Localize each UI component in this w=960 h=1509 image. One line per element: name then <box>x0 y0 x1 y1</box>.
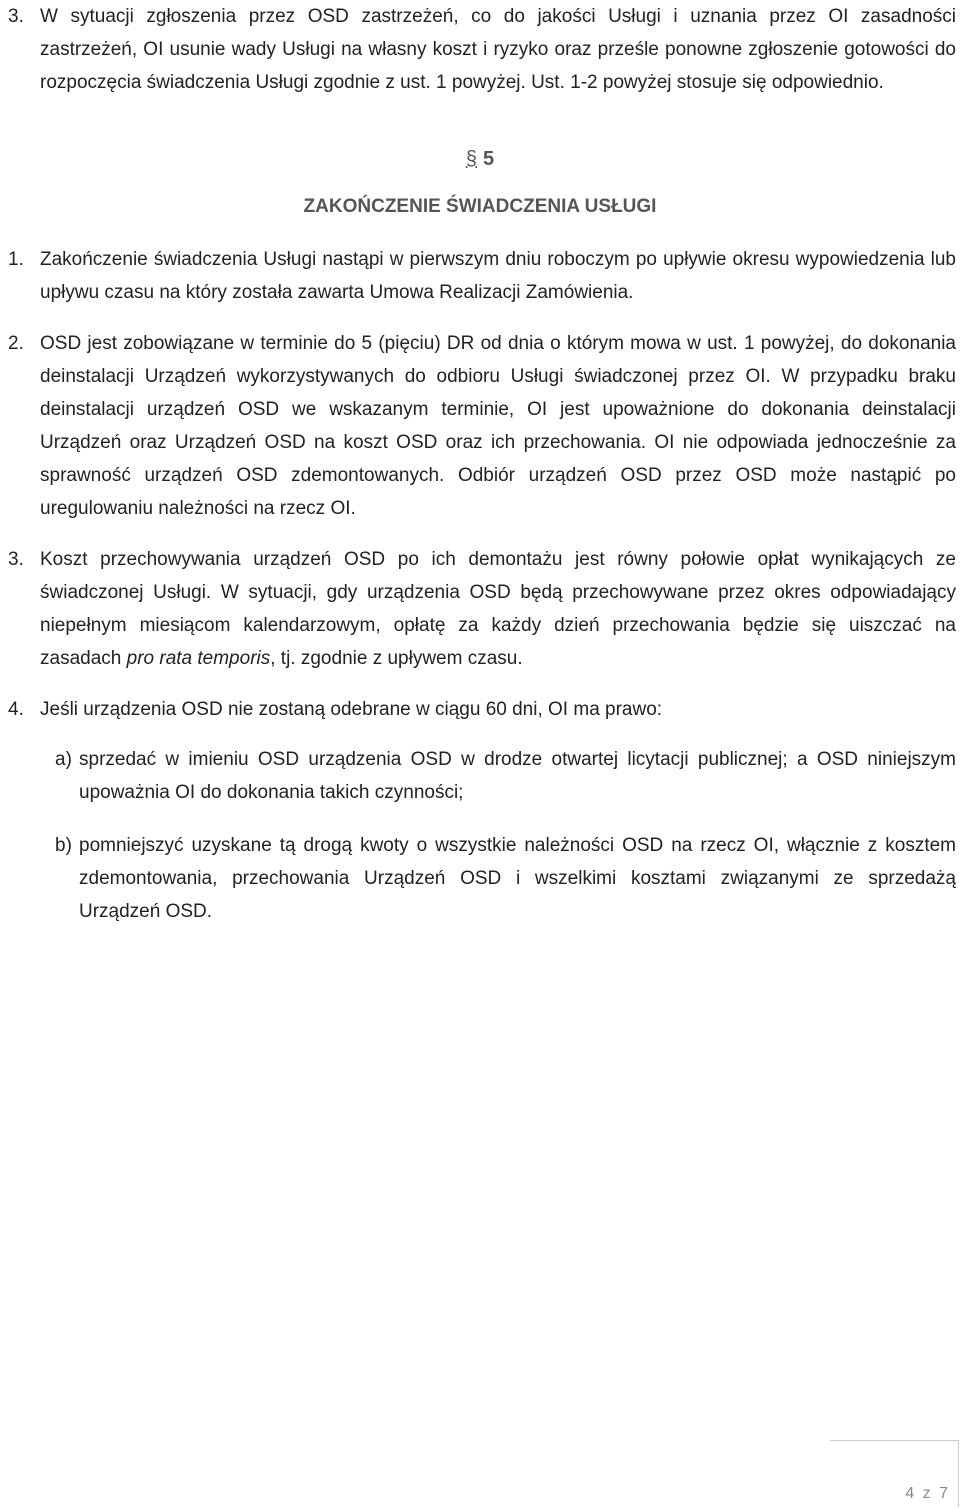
paragraph-text: W sytuacji zgłoszenia przez OSD zastrzeżeń, co do jakości Usługi i uznania przez OI zasadności zastrzeżeń, OI usunie wady Usługi na własny koszt i ryzyko oraz prześle ponowne zgłoszenie gotowości do rozpoczęcia świadczenia Usługi zgodnie z ust. 1 powyżej. Ust. 1-2 powyżej stosuje się odpowiednio. <box>40 6 956 93</box>
subitem-text: pomniejszyć uzyskane tą drogą kwoty o wszystkie należności OSD na rzecz OI, włącznie z kosztem zdemontowania, przechowania Urządzeń OSD i wszelkimi kosztami związanymi ze sprzedażą Urządzeń OSD. <box>79 835 956 922</box>
subitem-text: sprzedać w imieniu OSD urządzenia OSD w drodze otwartej licytacji publicznej; a OSD niniejszym upoważnia OI do dokonania takich czynności; <box>79 749 956 803</box>
section-heading-number <box>0 148 960 171</box>
paragraph-number: 3. <box>8 549 24 570</box>
paragraph-text: Zakończenie świadczenia Usługi nastąpi w pierwszym dniu roboczym po upływie okresu wypowiedzenia lub upływu czasu na który została zawarta Umowa Realizacji Zamówienia. <box>40 249 956 303</box>
latin-phrase: pro rata temporis <box>126 648 271 669</box>
paragraph-3 <box>8 543 956 675</box>
section-symbol: § <box>465 148 477 170</box>
paragraph-prev-3 <box>8 0 956 99</box>
paragraph-4 <box>8 693 956 726</box>
subitem-label: b) <box>55 835 72 856</box>
page-number: 4 z 7 <box>905 1485 950 1502</box>
subitem-a <box>55 743 956 809</box>
section-number: 5 <box>483 148 495 170</box>
paragraph-number: 4. <box>8 699 24 720</box>
paragraph-text-end: , tj. zgodnie z upływem czasu. <box>270 648 523 669</box>
paragraph-text: Jeśli urządzenia OSD nie zostaną odebrane w ciągu 60 dni, OI ma prawo: <box>40 699 663 720</box>
subitem-label: a) <box>55 749 72 770</box>
section-title: ZAKOŃCZENIE ŚWIADCZENIA USŁUGI <box>303 196 657 217</box>
subitem-b <box>55 829 956 928</box>
page-number-box <box>830 1440 959 1507</box>
paragraph-number: 3. <box>8 6 24 27</box>
paragraph-text: OSD jest zobowiązane w terminie do 5 (pięciu) DR od dnia o którym mowa w ust. 1 powyżej, do dokonania deinstalacji Urządzeń wykorzystywanych do odbioru Usługi świadczonej przez OI. W przypadku braku deinstalacji urządzeń OSD we wskazanym terminie, OI jest upoważnione do dokonania deinstalacji Urządzeń oraz Urządzeń OSD na koszt OSD oraz ich przechowania. OI nie odpowiada jednocześnie za sprawność urządzeń OSD zdemontowanych. Odbiór urządzeń OSD przez OSD może nastąpić po uregulowaniu należności na rzecz OI. <box>40 333 956 519</box>
paragraph-number: 1. <box>8 249 24 270</box>
paragraph-text: Koszt przechowywania urządzeń OSD po ich demontażu jest równy połowie opłat wynikających ze świadczonej Usługi. W sytuacji, gdy urządzenia OSD będą przechowywane przez okres odpowiadający niepełnym miesiącom kalendarzowym, opłatę za każdy dzień przechowania będzie się uiszczać na zasadach <box>40 549 956 669</box>
paragraph-number: 2. <box>8 333 24 354</box>
paragraph-1 <box>8 243 956 309</box>
paragraph-2 <box>8 327 956 525</box>
